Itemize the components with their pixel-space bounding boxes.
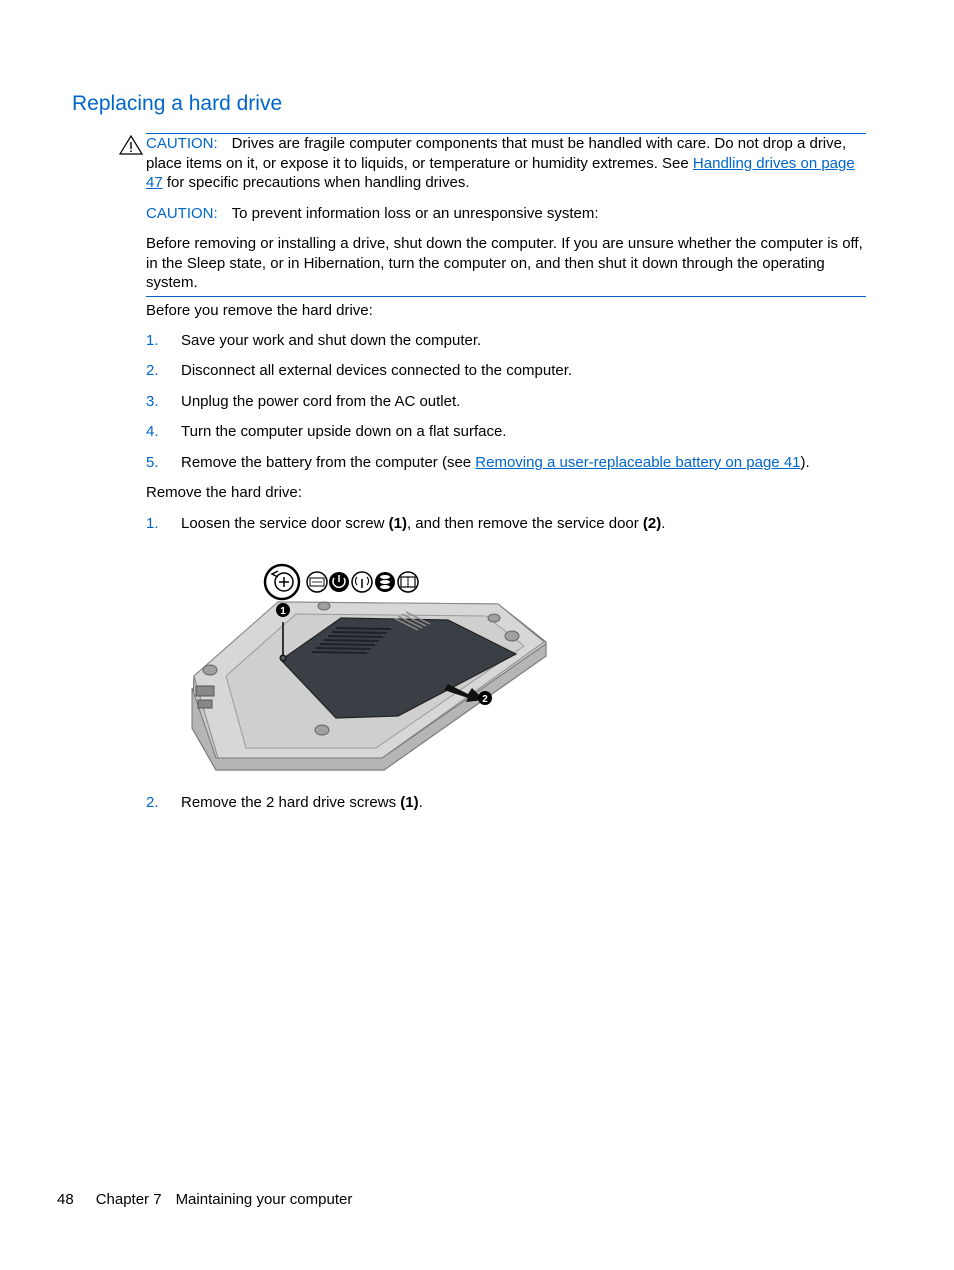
chapter-label: Chapter 7 [95, 1191, 162, 1208]
before-intro: Before you remove the hard drive: [146, 302, 373, 319]
remove-intro: Remove the hard drive: [146, 484, 302, 501]
step-number: 2. [146, 794, 159, 811]
caution-1-text: Drives are fragile computer components that must be handled with care. Do not drop a drive, place items on it, or expose it to liquids, or temperature or humidity extremes. See [146, 135, 847, 172]
step-text: Disconnect all external devices connected to the computer. [181, 362, 573, 379]
wireless-icon [352, 572, 372, 592]
step-text-part: , and then remove the service door [406, 515, 643, 532]
step-text-part: Remove the 2 hard drive screws [181, 794, 401, 811]
step-text-start: Remove the battery from the computer (see [181, 454, 476, 471]
page-title: Replacing a hard drive [72, 92, 283, 115]
caution-label: CAUTION: [146, 135, 218, 152]
warning-triangle-icon [119, 135, 143, 155]
caution-block [146, 133, 866, 297]
step-text [181, 514, 665, 534]
step-text-part: . [418, 794, 423, 811]
caution-2-paragraph: Before removing or installing a drive, shut down the computer. If you are unsure whether the computer is off, in the Sleep state, or in Hibernation, turn the computer on, and then shut it down through the operating system. [146, 235, 863, 291]
step-number: 3. [146, 393, 159, 410]
callout-ref: (1) [388, 515, 407, 532]
callout-ref: (1) [400, 794, 419, 811]
power-icon [329, 572, 349, 592]
step-number: 2. [146, 362, 159, 379]
hard-drive-icon [375, 572, 395, 592]
caution-2-text: To prevent information loss or an unresponsive system: [231, 204, 599, 222]
laptop-service-door-illustration [186, 558, 548, 776]
step-text-part: . [661, 515, 666, 532]
removing-battery-link[interactable]: Removing a user-replaceable battery on page 41 [475, 454, 801, 471]
step-number: 5. [146, 454, 159, 471]
callout-ref: (2) [642, 515, 662, 532]
step-text: Unplug the power cord from the AC outlet. [181, 393, 461, 410]
step-text [181, 793, 423, 813]
callout-2-label: 2 [482, 694, 488, 705]
chapter-title: Maintaining your computer [175, 1191, 353, 1208]
step-text-end: ). [800, 454, 810, 471]
step-text-part: Loosen the service door screw [181, 515, 389, 532]
step-number: 4. [146, 423, 159, 440]
step-text: Save your work and shut down the computer. [181, 332, 482, 349]
service-door-screw [280, 655, 286, 661]
page-footer [57, 1191, 374, 1208]
page-number: 48 [57, 1191, 74, 1208]
step-number: 1. [146, 515, 159, 532]
caution-1 [146, 134, 866, 193]
keyboard-icon [307, 572, 327, 592]
handling-drives-link[interactable]: Handling drives on page 47 [146, 154, 855, 191]
caution-2 [146, 204, 866, 224]
memory-icon [398, 572, 418, 592]
step-text [181, 453, 810, 473]
step-number: 1. [146, 332, 159, 349]
screw-release-icon [265, 565, 299, 599]
caution-1-text-end: for specific precautions when handling drives. [162, 174, 470, 191]
callout-1-label: 1 [280, 606, 286, 617]
caution-label: CAUTION: [146, 204, 218, 222]
step-text: Turn the computer upside down on a flat surface. [181, 423, 507, 440]
